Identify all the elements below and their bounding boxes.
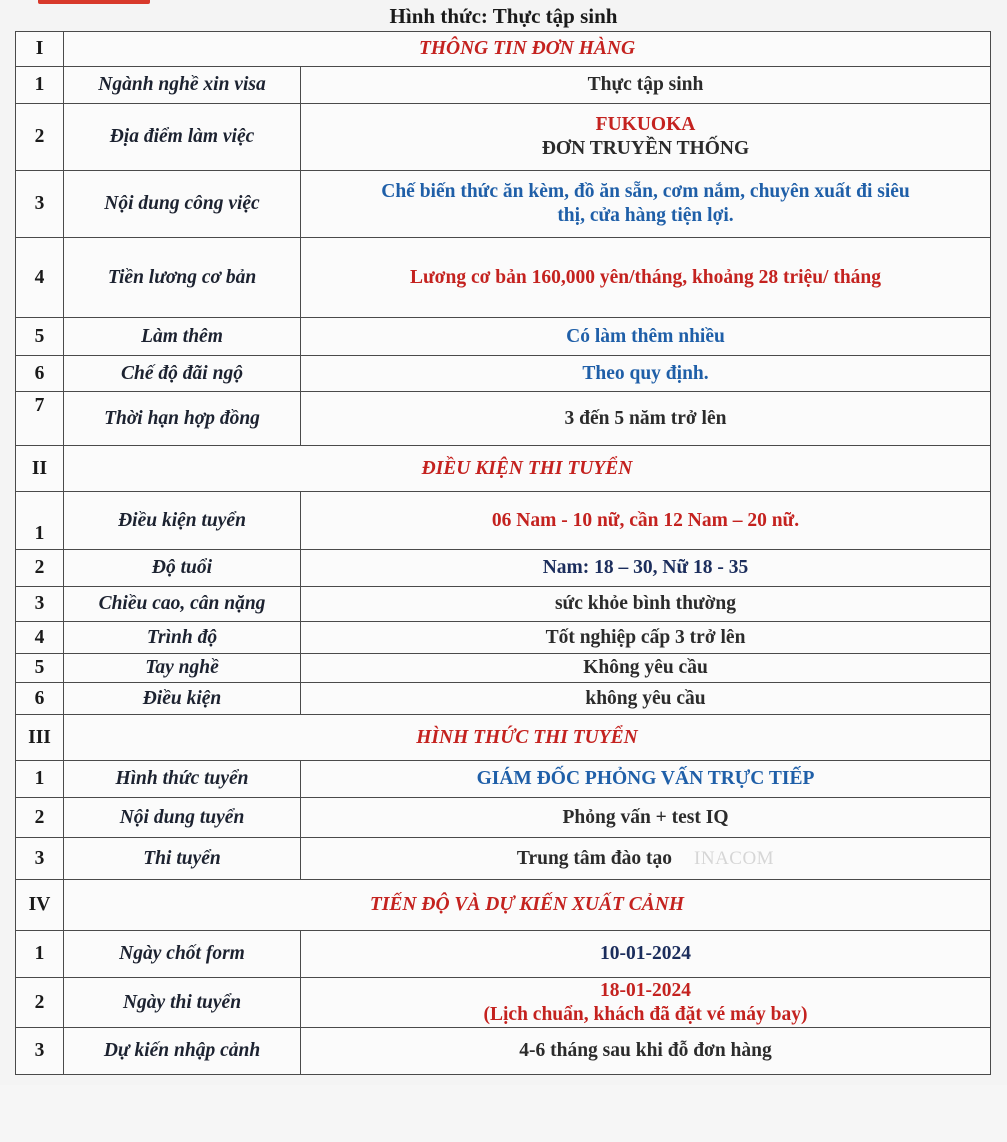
row-label: Ngày chốt form [64,931,301,978]
row-label: Độ tuổi [64,550,301,587]
value-line: (Lịch chuẩn, khách đã đặt vé máy bay) [483,1003,808,1025]
row-value: 3 đến 5 năm trở lên [301,392,991,446]
value-line: thị, cửa hàng tiện lợi. [557,205,734,226]
row-value: Thực tập sinh [301,67,991,104]
row-label: Thời hạn hợp đồng [64,392,301,446]
table-row [16,587,991,622]
table-row [16,622,991,654]
table-row [16,978,991,1028]
row-value: Phỏng vấn + test IQ [301,798,991,838]
row-label: Tiền lương cơ bản [64,238,301,318]
table-row [16,683,991,715]
row-value [301,171,991,238]
document-title: Hình thức: Thực tập sinh [389,4,618,28]
table-row [16,1028,991,1075]
section-title: HÌNH THỨC THI TUYỂN [64,715,991,761]
section-title: TIẾN ĐỘ VÀ DỰ KIẾN XUẤT CẢNH [64,880,991,931]
value-line: 18-01-2024 [600,979,691,1001]
table-row [16,171,991,238]
row-label: Chế độ đãi ngộ [64,356,301,392]
row-value: GIÁM ĐỐC PHỎNG VẤN TRỰC TIẾP [301,761,991,798]
row-number: 2 [16,550,64,587]
row-value [301,978,991,1028]
page-bottom-area [0,1085,1007,1142]
row-number: 1 [16,67,64,104]
row-number: 5 [16,654,64,683]
row-label: Ngày thi tuyển [64,978,301,1028]
table-row [16,318,991,356]
job-order-table [15,31,991,1075]
row-number: 3 [16,587,64,622]
row-number: 3 [16,171,64,238]
table-row [16,761,991,798]
row-label: Thi tuyển [64,838,301,880]
row-value: 4-6 tháng sau khi đỗ đơn hàng [301,1028,991,1075]
table-row [16,104,991,171]
row-label: Dự kiến nhập cảnh [64,1028,301,1075]
value-text: Trung tâm đào tạo [516,847,673,869]
value-line: FUKUOKA [595,114,696,135]
row-number: 5 [16,318,64,356]
row-number: 2 [16,798,64,838]
row-value: không yêu cầu [301,683,991,715]
section-number: IV [16,880,64,931]
table-row [16,238,991,318]
row-number: 2 [16,104,64,171]
section-title: THÔNG TIN ĐƠN HÀNG [64,32,991,67]
table-row [16,492,991,550]
row-number: 6 [16,683,64,715]
table-row [16,931,991,978]
row-value [301,838,991,880]
row-value: Có làm thêm nhiều [301,318,991,356]
row-value: Nam: 18 – 30, Nữ 18 - 35 [301,550,991,587]
table-row [16,67,991,104]
table-row [16,798,991,838]
section-header-row [16,32,991,67]
table-row [16,838,991,880]
row-label: Làm thêm [64,318,301,356]
row-label: Hình thức tuyển [64,761,301,798]
row-value [301,104,991,171]
table-row [16,356,991,392]
section-header-row [16,446,991,492]
row-value: 06 Nam - 10 nữ, cần 12 Nam – 20 nữ. [301,492,991,550]
row-number: 6 [16,356,64,392]
row-value: 10-01-2024 [301,931,991,978]
table-row [16,550,991,587]
row-label: Điều kiện [64,683,301,715]
section-number: I [16,32,64,67]
row-number: 3 [16,838,64,880]
row-label: Chiều cao, cân nặng [64,587,301,622]
row-number: 1 [16,492,64,550]
row-label: Nội dung tuyển [64,798,301,838]
row-label: Địa điểm làm việc [64,104,301,171]
row-number: 7 [16,392,64,446]
row-number: 1 [16,761,64,798]
row-value: Theo quy định. [301,356,991,392]
row-label: Điều kiện tuyển [64,492,301,550]
table-row [16,392,991,446]
section-header-row [16,715,991,761]
section-number: III [16,715,64,761]
row-label: Trình độ [64,622,301,654]
section-header-row [16,880,991,931]
row-value: Không yêu cầu [301,654,991,683]
value-line: Chế biến thức ăn kèm, đồ ăn sẵn, cơm nắm, chuyên xuất đi siêu [381,181,910,202]
row-number: 2 [16,978,64,1028]
section-title: ĐIỀU KIỆN THI TUYỂN [64,446,991,492]
row-value: Tốt nghiệp cấp 3 trở lên [301,622,991,654]
table-row [16,654,991,683]
row-number: 1 [16,931,64,978]
row-number: 4 [16,622,64,654]
row-number: 3 [16,1028,64,1075]
watermark-text: INACOM [694,847,775,869]
row-label: Tay nghề [64,654,301,683]
row-label: Ngành nghề xin visa [64,67,301,104]
row-value: Lương cơ bản 160,000 yên/tháng, khoảng 28 triệu/ tháng [301,238,991,318]
row-value: sức khỏe bình thường [301,587,991,622]
value-line: ĐƠN TRUYỀN THỐNG [541,138,750,159]
row-number: 4 [16,238,64,318]
section-number: II [16,446,64,492]
row-label: Nội dung công việc [64,171,301,238]
